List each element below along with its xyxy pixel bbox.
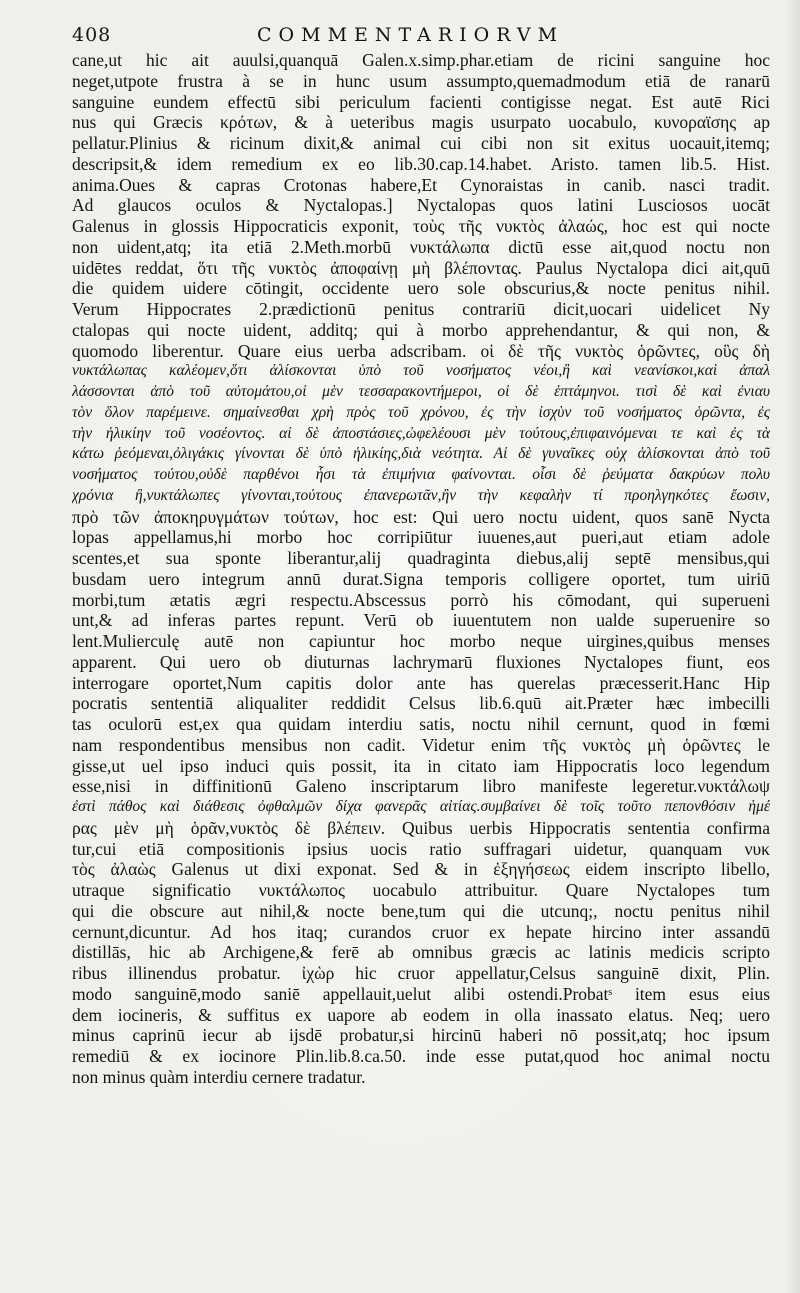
text-line: descripsit,& idem remedium ex eo lib.30.cap.14.habet. Aristo. tamen lib.5. Hist. [72,153,770,174]
text-line: tas oculorū est,ex qua quidam interdiu satis, noctu nihil cernunt, quod in fœmi [72,714,770,734]
text-line: cane,ut hic ait auulsi,quanquā Galen.x.simp.phar.etiam de ricini sanguine hoc [72,50,770,70]
text-line: quomodo liberentur. Quare eius uerba adscribam. οἱ δὲ τῆς νυκτὸς ὁρῶντες, οὓς δὴ [72,340,770,361]
text-line: utraque significatio νυκτάλωπος uocabulo attribuitur. Quare Nyctalopes tum [72,880,770,900]
text-line: anima.Oues & capras Crotonas habere,Et Cynoraistas in canib. nasci tradit. [72,174,770,195]
text-line: pocratis sententiā aliqualiter reddidit Celsus lib.6.quū ait.Præter hæc imbecilli [72,693,770,714]
greek-quote-line: τὸν ὅλον παρέμεινε. σημαίνεσθαι χρὴ πρὸς τοῦ χρόνου, ἐς τὴν ἰσχὺν τοῦ νοσήματος ὁρῶντα, ἐς [72,403,770,421]
text-line: ρας μὲν μὴ ὁρᾶν,νυκτὸς δὲ βλέπειν. Quibus uerbis Hippocratis sententia confirma [72,817,770,838]
greek-quote-line: νοσήματος τούτου,οὐδὲ παρθένοι ἧσι τὰ ἐπιμήνια φαίνονται. οἷσι δὲ ῥεύματα δακρύων πολυ [72,466,770,483]
text-line: τὸς ἀλαὼς Galenus ut dixi exponat. Sed & in ἐξηγήσεως eidem inscripto libello, [72,859,770,880]
text-line: qui die obscure aut nihil,& nocte bene,tum qui die utcunq;, noctu penitus nihil [72,900,770,921]
text-line: non minus quàm interdiu cernere tradatur. [72,1066,366,1087]
text-line: nus qui Græcis κρότων, & à ueteribus magis usurpato uocabulo, κυνοραϊσης ap [72,112,770,133]
greek-quote-line: χρόνια ἢ,νυκτάλωπες γίνονται,τούτους ἐπανερωτᾶν,ἢν τὴν κεφαλὴν τί προηλγηκότες ἔωσιν, [72,486,770,504]
text-line: scentes,et sua sponte liberantur,alij quadraginta diebus,alij septē mensibus,qui [72,548,770,568]
text-line: lopas appellamus,hi morbo hoc corripiūtur iuuenes,aut pueri,aut etiam adole [72,527,770,548]
text-line: pellatur.Plinius & ricinum dixit,& animal cui cibi non sit exitus uocauit,itemq; [72,133,770,153]
text-line: πρὸ τῶν ἀποκηρυγμάτων τούτων, hoc est: Qui uero noctu uident, quos sanē Nycta [72,506,770,527]
text-line: die quidem uidere cōtingit, occidente uero sole obscurius,& nocte penitus nihil. [72,278,770,299]
text-line: cernunt,dicuntur. Ad hos itaq; curandos cruor ex hepate hircino inter assandū [72,921,770,942]
text-line: uidētes reddat, ὅτι τῆς νυκτὸς ἀποφαίνῃ μὴ βλέποντας. Paulus Nyctalopa dici ait,quū [72,257,770,278]
text-line: ctalopas qui nocte uident, additq; qui à morbo apprehendantur, & qui non, & [72,319,770,340]
text-line: apparent. Qui uero ob diuturnas lachrymarū fluxiones Nyctalopes fiunt, eos [72,651,770,672]
text-line: Galenus in glossis Hippocraticis exponit, τοὺς τῆς νυκτὸς ἀλαώς, hoc est qui nocte [72,216,770,236]
text-line: dem iocineris, & suffitus ex uapore ab eodem in olla inassato elatus. Neq; uero [72,1004,770,1025]
text-line: remediū & ex iocinore Plin.lib.8.ca.50. inde esse putat,quod hoc animal noctu [72,1046,770,1066]
text-line: distillās, hic ab Archigene,& ferē ab omnibus græcis ac latinis medicis scripto [72,942,770,963]
text-line: morbi,tum ætatis ægri respectu.Abscessus porrò his cōmodant, qui superueni [72,589,770,610]
greek-quote-line: νυκτάλωπας καλέομεν,ὅτι ἁλίσκονται ὑπὸ τοῦ νοσήματος νέοι,ἢ καὶ νεανίσκοι,καὶ ἀπαλ [72,362,770,380]
greek-quote-line: ἐστὶ πάθος καὶ διάθεσις ὀφθαλμῶν δίχα φανερᾶς αἰτίας.συμβαίνει δὲ τοῖς τοῦτο πεπονθόσιν ἡμέ [72,798,770,815]
running-title: COMMENTARIORVM [257,24,565,46]
text-line: neget,utpote frustra à se in hunc usum assumpto,quemadmodum etiā de ranarū [72,70,770,91]
section-heading-line: Ad glaucos oculos & Nyctalopas.] Nyctalopas quos latini Lusciosos uocāt [72,195,770,216]
page-number: 408 [72,24,112,46]
greek-quote-line: λάσσονται ἀπὸ τοῦ αὐτομάτου,οἱ μὲν τεσσαρακοντήμεροι, οἱ δὲ ἑπτάμηνοι. τισὶ δὲ καὶ ἐνιαυ [72,383,770,400]
text-line: sanguine eundem effectū sibi periculum facienti contigisse negat. Est autē Rici [72,91,770,112]
text-line: Verum Hippocrates 2.prædictionū penitus contrariū dicit,uocari uidelicet Ny [72,299,770,319]
text-line: lent.Mulierculę autē non capiuntur hoc morbo neque uirgines,quibus menses [72,631,770,651]
page-edge-shadow [786,0,800,1293]
greek-quote-line: κάτω ῥεόμεναι,ὀλιγάκις γίνονται δὲ ὑπὸ ἡλικίης,διὰ νεότητα. Αἱ δὲ γυναῖκες οὐχ ἁλίσκονται ἀπὸ τοῦ [72,445,770,463]
text-line: nam respondentibus mensibus non cadit. Videtur enim τῆς νυκτὸς μὴ ὁρῶντες le [72,734,770,755]
text-line: busdam uero integrum annū durat.Signa temporis colligere oportet, tum uiriū [72,568,770,589]
text-line: esse,nisi in diffinitionū Galeno inscriptarum libro manifeste legeretur.νυκτάλωψ [72,776,770,797]
body-text [72,50,770,1088]
text-line: minus caprinū iecur ab ijsdē probatur,si hircinū haberi nō possit,atq; hoc ipsum [72,1025,770,1046]
text-line: ribus illinendus probatur. ἰχὼρ hic cruor appellatur,Celsus sanguinē dixit, Plin. [72,963,770,983]
text-line: gisse,ut uel ipso induci quis possit, ita in citato iam Hippocratis loco legendum [72,755,770,776]
running-head [72,18,772,50]
text-line: unt,& ad inferas partes repunt. Verū ob iuuentutem non ualde superuenire so [72,610,770,631]
greek-quote-line: τὴν ἡλικίην τοῦ νοσέοντος. αἱ δὲ ἀποστάσιες,ὠφελέουσι μὲν τούτους,ἐπιφαινόμεναι τε καὶ ἐς τὰ [72,424,770,442]
text-line: interrogare oportet,Num capitis dolor ante has querelas præcesserit.Hanc Hip [72,672,770,693]
text-line: modo sanguinē,modo saniē appellauit,uelut alibi ostendi.Probatˢ item esus eius [72,983,770,1004]
text-line: non uident,atq; ita etiā 2.Meth.morbū νυκτάλωπα dictū esse ait,quod noctu non [72,236,770,257]
text-line: tur,cui etiā compositionis ipsius uocis ratio suffragari uidetur, quanquam νυκ [72,838,770,859]
